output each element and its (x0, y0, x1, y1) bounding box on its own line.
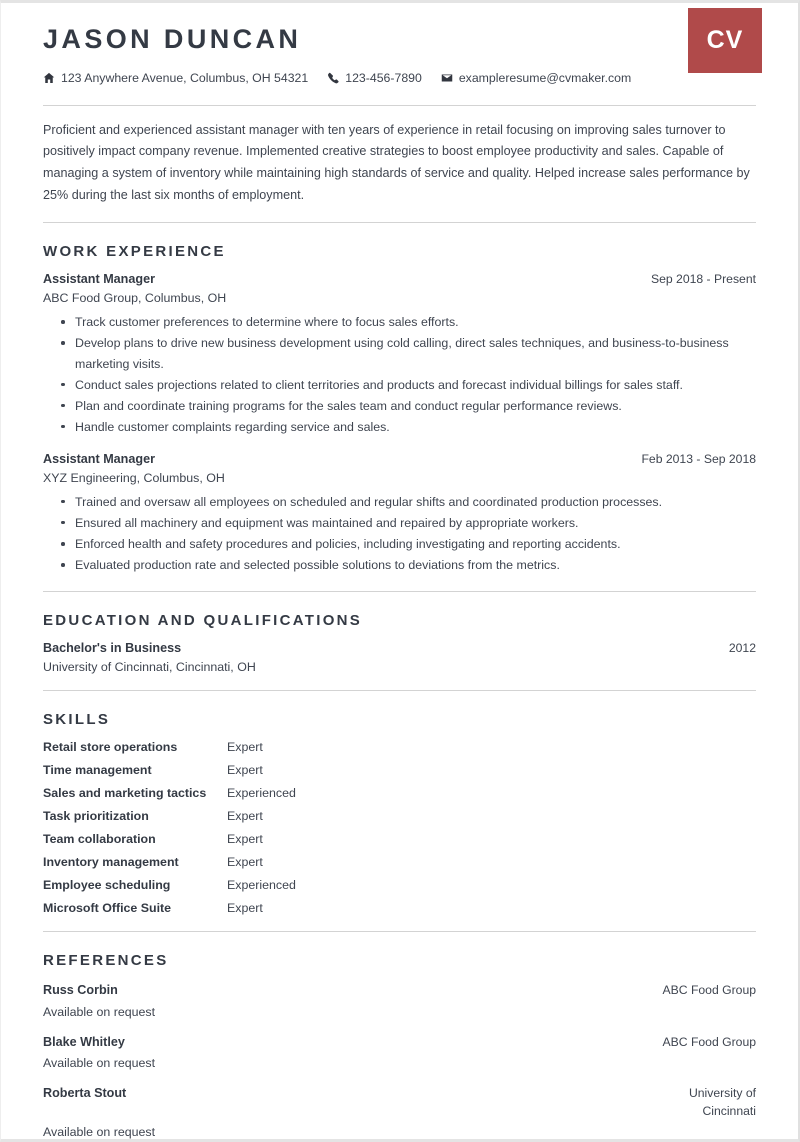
page-title: JASON DUNCAN (43, 24, 302, 54)
contact-address (43, 71, 308, 85)
cv-badge-label: CV (706, 26, 744, 54)
section-title-education: EDUCATION AND QUALIFICATIONS (43, 612, 363, 630)
skill-name: Task prioritization (43, 809, 149, 824)
work-entry-head (43, 272, 756, 286)
skill-row (43, 809, 756, 823)
skill-row (43, 855, 756, 869)
reference-organization: ABC Food Group (662, 983, 756, 998)
work-entry-date: Feb 2013 - Sep 2018 (641, 451, 756, 466)
reference-note: Available on request (43, 1055, 156, 1070)
skill-name: Microsoft Office Suite (43, 901, 172, 916)
list-item: Ensured all machinery and equipment was maintained and repaired by appropriate workers. (61, 513, 756, 533)
section-title-skills: SKILLS (43, 711, 111, 729)
work-entry (43, 452, 756, 575)
skill-name: Team collaboration (43, 832, 156, 847)
reference-name: Roberta Stout (43, 1085, 127, 1100)
skill-row (43, 878, 756, 892)
skill-row (43, 786, 756, 800)
reference-head (43, 1033, 756, 1051)
reference-item (43, 1084, 756, 1140)
section-references (43, 932, 756, 1139)
skill-level: Expert (227, 809, 263, 824)
skill-row (43, 832, 756, 846)
work-entry-organization: XYZ Engineering, Columbus, OH (43, 470, 225, 485)
reference-name: Blake Whitley (43, 1034, 125, 1049)
professional-summary: Proficient and experienced assistant manager with ten years of experience in retail focusing on improving sales turnover to positively impact company revenue. Implemented creative strategies to boost employee productivity and sales. Capable of managing a system of inventory while maintaining high standards of service and quality. Helped increase sales performance by 25% during the last six months of employment. (43, 122, 750, 202)
skill-level: Experienced (227, 878, 296, 893)
section-title-work-experience: WORK EXPERIENCE (43, 243, 226, 261)
work-entry-bullets (43, 312, 756, 437)
reference-name: Russ Corbin (43, 983, 118, 998)
skill-level: Expert (227, 901, 263, 916)
education-entry-date: 2012 (728, 641, 756, 656)
section-title-references: REFERENCES (43, 952, 169, 970)
education-entry-degree: Bachelor's in Business (43, 641, 182, 656)
contact-line (43, 71, 756, 89)
work-entry-head (43, 452, 756, 466)
skill-level: Expert (227, 763, 263, 778)
skill-level: Expert (227, 832, 263, 847)
list-item: Handle customer complaints regarding service and sales. (61, 417, 756, 437)
divider-after-header (43, 105, 756, 106)
contact-address-text: 123 Anywhere Avenue, Columbus, OH 54321 (61, 70, 309, 85)
work-entry-role: Assistant Manager (43, 451, 155, 466)
skill-name: Retail store operations (43, 740, 178, 755)
cv-logo-badge (688, 8, 762, 73)
section-work-experience (43, 223, 756, 575)
work-entry-bullets (43, 492, 756, 575)
education-entry-institution: University of Cincinnati, Cincinnati, OH (43, 660, 256, 675)
contact-email-text: exampleresume@cvmaker.com (458, 70, 632, 85)
contact-phone-text: 123-456-7890 (345, 70, 422, 85)
skill-level: Experienced (227, 786, 296, 801)
list-item: Enforced health and safety procedures and policies, including investigating and reporting accidents. (61, 534, 756, 554)
work-entry-date: Sep 2018 - Present (650, 272, 756, 287)
reference-note: Available on request (43, 1004, 156, 1019)
contact-phone (327, 71, 422, 85)
skill-level: Expert (227, 740, 263, 755)
skill-name: Time management (43, 763, 152, 778)
skill-level: Expert (227, 855, 263, 870)
section-education (43, 592, 756, 674)
education-entry (43, 641, 756, 674)
entry-spacer (43, 439, 756, 452)
work-entry (43, 272, 756, 437)
work-entry-organization: ABC Food Group, Columbus, OH (43, 291, 227, 306)
list-item: Develop plans to drive new business development using cold calling, direct sales techniques, and business-to-business marketing visits. (61, 333, 756, 373)
skill-name: Employee scheduling (43, 878, 171, 893)
list-item: Evaluated production rate and selected possible solutions to deviations from the metrics. (61, 555, 756, 575)
phone-icon (327, 72, 339, 84)
envelope-icon (441, 72, 453, 84)
list-item: Track customer preferences to determine where to focus sales efforts. (61, 312, 756, 332)
reference-item (43, 1033, 756, 1070)
reference-head (43, 981, 756, 999)
contact-email (441, 71, 631, 85)
home-icon (43, 72, 55, 84)
skill-name: Sales and marketing tactics (43, 786, 207, 801)
resume-header (43, 3, 756, 89)
list-item: Conduct sales projections related to client territories and products and forecast individual billings for sales staff. (61, 375, 756, 395)
skill-row (43, 740, 756, 754)
work-entry-role: Assistant Manager (43, 272, 155, 287)
reference-head (43, 1084, 756, 1121)
skill-row (43, 763, 756, 777)
reference-organization: ABC Food Group (662, 1034, 756, 1049)
section-skills (43, 691, 756, 915)
reference-item (43, 981, 756, 1018)
reference-organization: University of Cincinnati (688, 1085, 756, 1119)
list-item: Trained and oversaw all employees on scheduled and regular shifts and coordinated production processes. (61, 492, 756, 512)
list-item: Plan and coordinate training programs for the sales team and conduct regular performance reviews. (61, 396, 756, 416)
skill-row (43, 901, 756, 915)
education-entry-head (43, 641, 756, 655)
skill-name: Inventory management (43, 855, 179, 870)
reference-note: Available on request (43, 1125, 156, 1140)
